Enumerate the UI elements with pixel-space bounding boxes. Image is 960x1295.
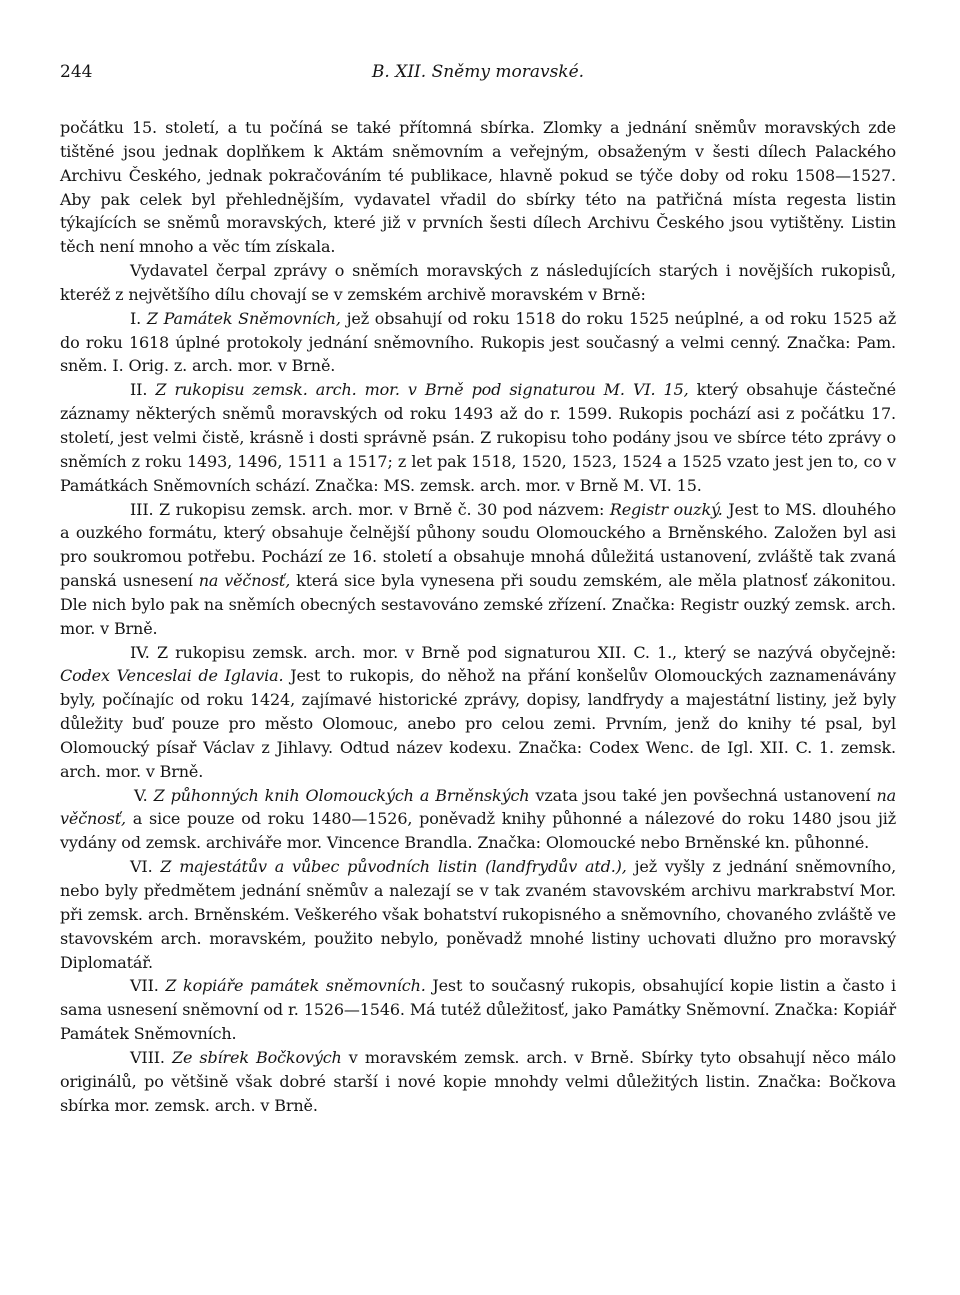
text-run: a sice pouze od roku 1480—1526, poněvadž knihy půhonné a nálezové do roku 1480 jsou již vydány od zemsk. archiváře mor. Vincence Brandla. Značka: Olomoucké nebo Brněnské kn. půhonné.: [60, 809, 896, 853]
paragraph-source-3: [60, 498, 896, 641]
text-run: Jest to rukopis, do něhož na přání konšelův Olomouckých zaznamenávány byly, počínajíc od roku 1424, zajímavé historické zprávy, dopisy, landfrydy a majestátní listiny, jež byly důležity buď pouze pro město Olomouc, anebo pro celou zemi. Prvním, jenž do knihy té psal, byl Olomoucký písař Václav z Jihlavy. Odtud název kodexu. Značka: Codex Wenc. de Igl. XII. C. 1. zemsk. arch. mor. v Brně.: [60, 666, 896, 781]
italic-title-run: na věčnosť,: [60, 785, 897, 829]
italic-title-run: Z Památek Sněmovních,: [146, 308, 341, 328]
text-run: jež vyšly z jednání sněmovního, nebo byly předmětem jednání sněmův a nalezají se v tak zvaném stavovském archivu markrabství Mor. při zemsk. arch. Brněnském. Veškerého však bohatství rukopisného a sněmovního, chovaného zvláště ve stavovském arch. moravském, použito nebylo, poněvadž mnohé listiny uchovati dlužno pro moravský Diplomatář.: [60, 857, 897, 972]
paragraph-intro: [60, 116, 896, 259]
italic-title-run: Z majestátův a vůbec původních listin (landfrydův atd.),: [160, 857, 627, 877]
text-run: který obsahuje částečné záznamy některých sněmů moravských od roku 1493 až do r. 1599. Rukopis pochází asi z počátku 17. století, jest velmi čistě, krásně i dosti správně psán. Z rukopisu toho podány jsou ve sbírce této zprávy o sněmích z roku 1493, 1496, 1511 a 1517; z let pak 1518, 1520, 1523, 1524 a 1525 vzato jest jen to, co v Památkách Sněmovních schází. Značka: MS. zemsk. arch. mor. v Brně M. VI. 15.: [60, 380, 896, 495]
paragraph-source-2: [60, 378, 896, 497]
text-run: VI.: [130, 857, 161, 877]
page-number: 244: [60, 62, 93, 82]
italic-title-run: na věčnosť,: [198, 571, 291, 591]
page-header: [60, 62, 896, 88]
text-run: V.: [134, 785, 154, 805]
text-run: I.: [130, 308, 147, 328]
running-title: B. XII. Sněmy moravské.: [371, 62, 585, 82]
paragraph-source-1: [60, 307, 896, 379]
paragraph-source-8: [60, 1046, 896, 1118]
paragraph-source-5: [60, 784, 896, 856]
paragraph-source-4: [60, 641, 896, 784]
text-run: III. Z rukopisu zemsk. arch. mor. v Brně č. 30 pod názvem:: [130, 499, 610, 519]
text-run: VIII.: [130, 1047, 172, 1067]
text-run: Vydavatel čerpal zprávy o sněmích moravských z následujících starých i novějších rukopisů, kteréž z největšího dílu chovají se v zemském archivě moravském v Brně:: [60, 261, 896, 304]
text-run: v moravském zemsk. arch. v Brně. Sbírky tyto obsahují něco málo originálů, po většině však dobré starší i nové kopie mnohdy velmi důležitých listin. Značka: Bočkova sbírka mor. zemsk. arch. v Brně.: [60, 1047, 896, 1115]
text-run: Jest to současný rukopis, obsahující kopie listin a často i sama usnesení sněmovní od r. 1526—1546. Má tutéž důležitosť, jako Památky Sněmovní. Značka: Kopiář Památek Sněmovních.: [60, 976, 896, 1044]
italic-title-run: Z kopiáře památek sněmovních.: [165, 976, 426, 996]
italic-title-run: Z půhonných knih Olomouckých a Brněnských: [153, 785, 530, 805]
text-run: vzata jsou také jen povšechná ustanovení: [529, 785, 877, 805]
text-run: počátku 15. století, a tu počíná se také přítomná sbírka. Zlomky a jednání sněmův moravských zde tištěné jsou jednak doplňkem k Aktám sněmovním a veřejným, obsaženým v šesti dílech Palackého Archivu Českého, jednak pokračováním té publikace, hlavně pokud se týče doby od roku 1508—1527. Aby pak celek byl přehlednějším, vydavatel vřadil do sbírky této na patřičná místa regesta listin týkajících se sněmů moravských, které již v prvních šesti dílech Archivu Českého jsou vytištěny. Listin těch není mnoho a věc tím získala.: [60, 118, 896, 257]
book-page: [60, 62, 896, 1117]
text-run: IV. Z rukopisu zemsk. arch. mor. v Brně pod signaturou XII. C. 1., který se nazývá obyčejně:: [130, 642, 896, 662]
text-run: VII.: [130, 976, 166, 996]
italic-title-run: Ze sbírek Bočkových: [171, 1047, 342, 1067]
italic-title-run: Registr ouzký.: [609, 499, 723, 519]
italic-title-run: Z rukopisu zemsk. arch. mor. v Brně pod signaturou M. VI. 15,: [155, 380, 689, 400]
page-body: [60, 116, 896, 1117]
text-run: jež obsahují od roku 1518 do roku 1525 neúplné, a od roku 1525 až do roku 1618 úplné protokoly jednání sněmovního. Rukopis jest současný a velmi cenný. Značka: Pam. sněm. I. Orig. z. arch. mor. v Brně.: [60, 308, 897, 376]
paragraph-source-7: [60, 974, 896, 1046]
text-run: která sice byla vynesena při soudu zemském, ale měla platnosť zákonitou. Dle nich bylo pak na sněmích obecných sestavováno zemské zřízení. Značka: Registr ouzký zemsk. arch. mor. v Brně.: [60, 571, 896, 638]
italic-title-run: Codex Venceslai de Iglavia.: [60, 666, 284, 686]
paragraph-source-6: [60, 855, 896, 974]
text-run: II.: [130, 380, 156, 400]
text-run: Jest to MS. dlouhého a ouzkého formátu, který obsahuje čelnější půhony soudu Olomouckého a Brněnského. Založen byl asi pro soukromou potřebu. Pochází ze 16. století a obsahuje mnohá důležitá ustanovení, zvláště tak zvaná panská usnesení: [60, 499, 896, 591]
paragraph-sources-intro: [60, 259, 896, 307]
